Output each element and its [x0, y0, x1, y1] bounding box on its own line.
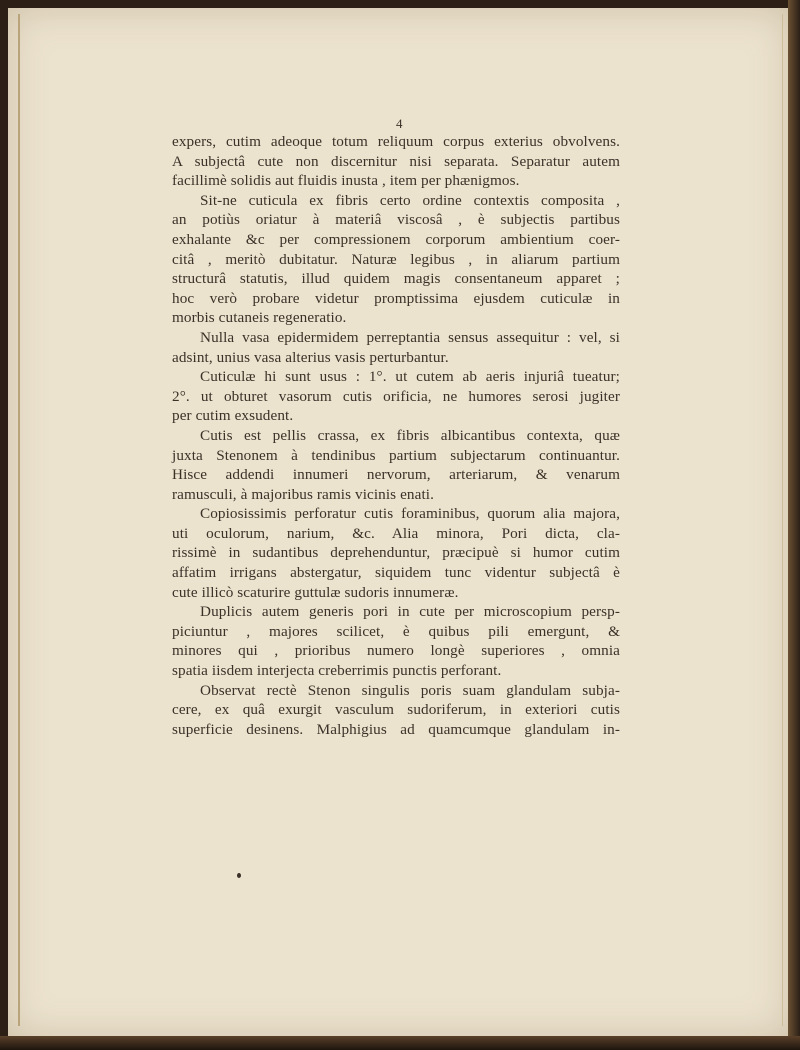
text-line: morbis cutaneis regeneratio.: [172, 309, 347, 327]
text-line: 2°. ut obturet vasorum cutis orificia, ne humores serosi jugiter: [172, 387, 620, 405]
text-line: expers, cutim adeoque totum reliquum corpus exterius obvolvens.: [172, 133, 620, 150]
text-line: superficie desinens. Malphigius ad quamcumque glandulam in-: [172, 720, 620, 738]
text-line: hoc verò probare videtur promptissima ejusdem cuticulæ in: [172, 289, 620, 307]
text-line: Copiosissimis perforatur cutis foraminibus, quorum alia majora,: [200, 505, 620, 523]
text-line: A subjectâ cute non discernitur nisi separata. Separatur autem: [172, 152, 620, 170]
ink-spot: [237, 873, 241, 878]
text-line: Nulla vasa epidermidem perreptantia sensus assequitur : vel, si: [200, 328, 620, 346]
text-line: Duplicis autem generis pori in cute per microscopium persp-: [200, 603, 620, 621]
body-text: [172, 118, 620, 739]
text-line: per cutim exsudent.: [172, 407, 294, 425]
page-edge-bottom: [0, 1036, 800, 1050]
text-line: rissimè in sudantibus deprehenduntur, præcipuè si humor cutim: [172, 544, 620, 562]
text-line: Sit-ne cuticula ex fibris certo ordine contextis composita ,: [200, 191, 620, 209]
text-line: ramusculi, à majoribus ramis vicinis enati.: [172, 485, 435, 503]
text-line: adsint, unius vasa alterius vasis perturbantur.: [172, 348, 449, 366]
text-line: structurâ statutis, illud quidem magis consentaneum apparet ;: [172, 270, 620, 288]
text-line: uti oculorum, narium, &c. Alia minora, Pori dicta, cla-: [172, 524, 620, 542]
text-line: Cuticulæ hi sunt usus : 1°. ut cutem ab aeris injuriâ tueatur;: [200, 368, 620, 386]
text-line: exhalante &c per compressionem corporum ambientium coer-: [172, 230, 620, 248]
text-line: cere, ex quâ exurgit vasculum sudoriferum, in exteriori cutis: [172, 701, 620, 719]
text-line: cute illicò scaturire guttulæ sudoris innumeræ.: [172, 583, 459, 601]
text-line: piciuntur , majores scilicet, è quibus pili emergunt, &: [172, 622, 620, 640]
text-line: Observat rectè Stenon singulis poris suam glandulam subja-: [200, 681, 620, 699]
text-line: Cutis est pellis crassa, ex fibris albicantibus contexta, quæ: [200, 426, 620, 444]
page-edge-right: [788, 0, 800, 1050]
text-line: minores qui , prioribus numero longè superiores , omnia: [172, 642, 620, 660]
text-line: juxta Stenonem à tendinibus partium subjectarum continuantur.: [172, 446, 620, 464]
text-line: an potiùs oriatur à materiâ viscosâ , è subjectis partibus: [172, 211, 620, 229]
page-number: 4: [396, 116, 403, 131]
text-line: spatia iisdem interjecta creberrimis punctis perforant.: [172, 662, 502, 680]
text-line: citâ , meritò dubitatur. Naturæ legibus , in aliarum partium: [172, 250, 620, 268]
text-line: affatim irrigans abstergatur, siquidem tunc videntur subjectâ è: [172, 564, 620, 582]
text-line: facillimè solidis aut fluidis inusta , item per phænigmos.: [172, 172, 520, 190]
text-line: Hisce addendi innumeri nervorum, arteriarum, & venarum: [172, 466, 620, 484]
